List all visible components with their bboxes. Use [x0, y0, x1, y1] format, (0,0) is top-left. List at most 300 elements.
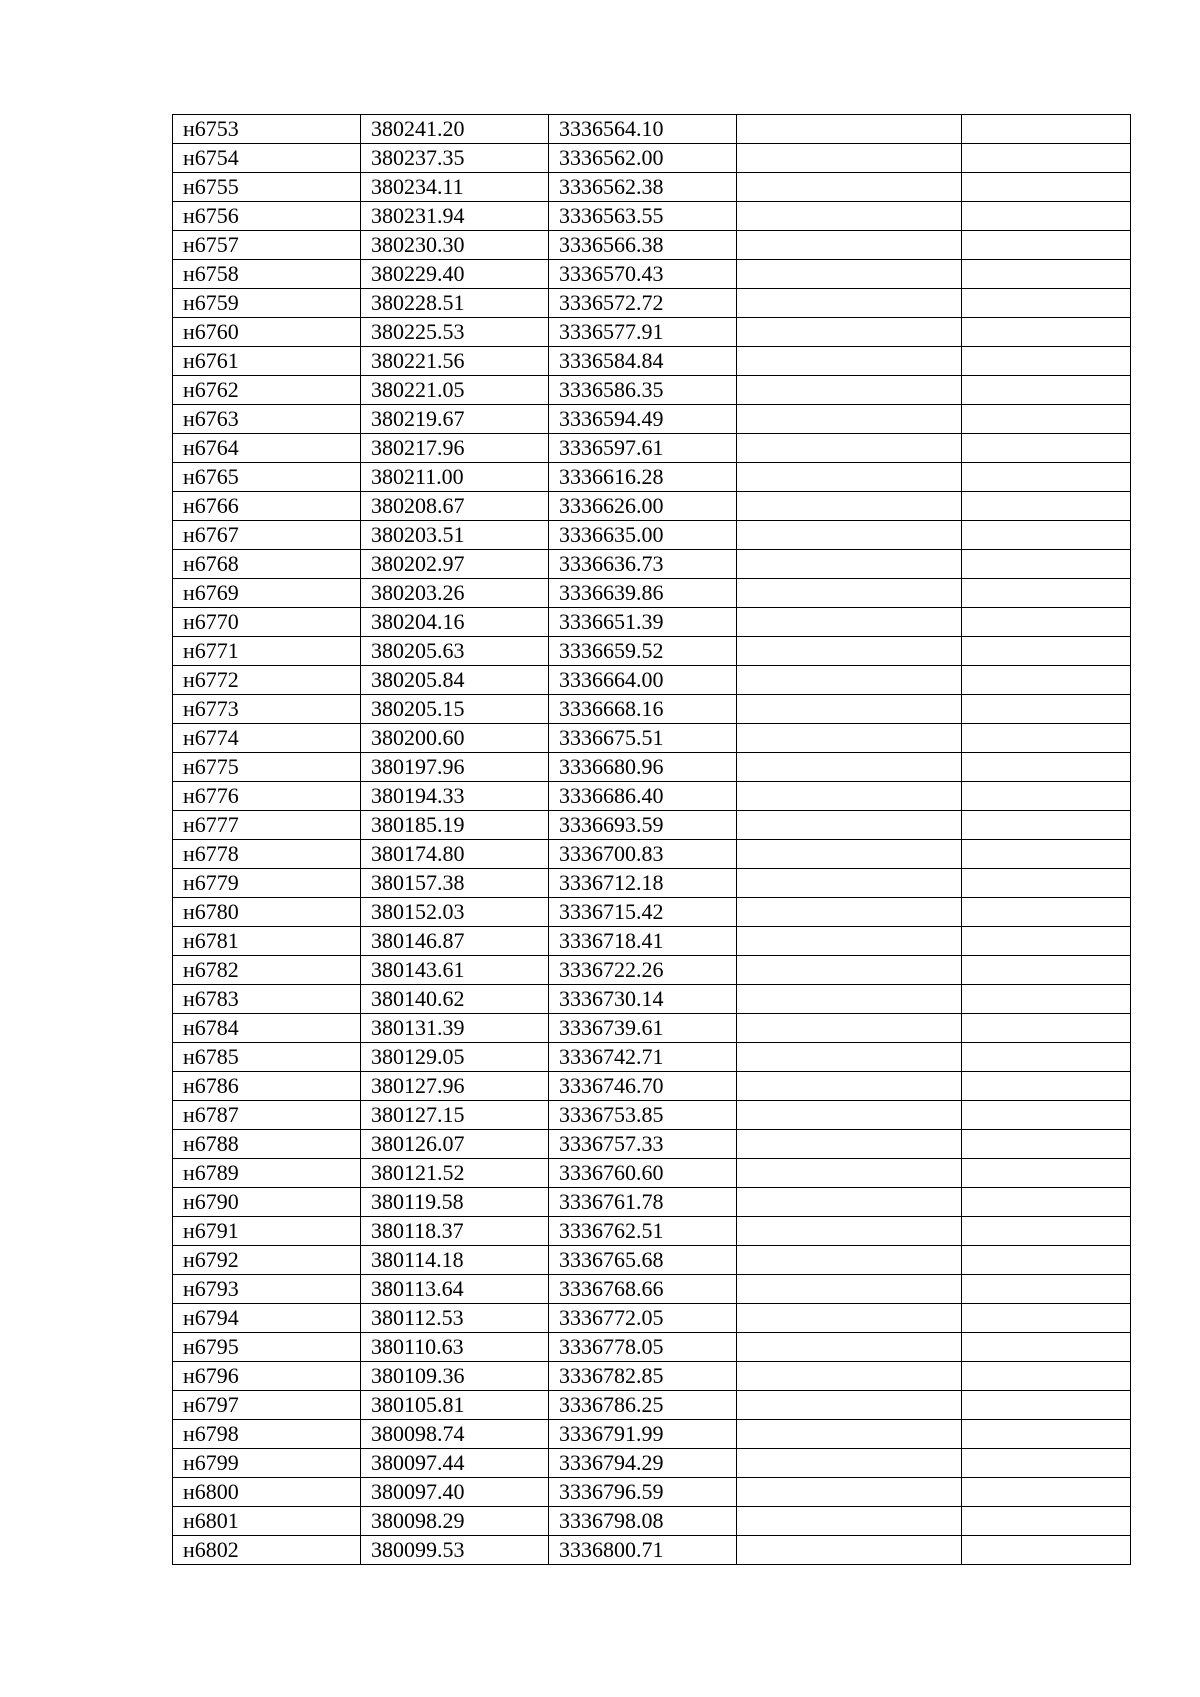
x-coordinate-cell: 380230.30 [361, 231, 549, 260]
empty-cell [737, 1188, 962, 1217]
empty-cell [737, 550, 962, 579]
empty-cell [962, 1362, 1131, 1391]
y-coordinate-cell: 3336796.59 [549, 1478, 737, 1507]
y-coordinate-cell: 3336762.51 [549, 1217, 737, 1246]
y-coordinate-cell: 3336597.61 [549, 434, 737, 463]
empty-cell [962, 1188, 1131, 1217]
y-coordinate-cell: 3336700.83 [549, 840, 737, 869]
empty-cell [962, 1449, 1131, 1478]
point-id-cell: н6791 [173, 1217, 361, 1246]
empty-cell [962, 318, 1131, 347]
x-coordinate-cell: 380097.40 [361, 1478, 549, 1507]
point-id-cell: н6800 [173, 1478, 361, 1507]
y-coordinate-cell: 3336746.70 [549, 1072, 737, 1101]
empty-cell [962, 869, 1131, 898]
empty-cell [962, 608, 1131, 637]
point-id-cell: н6797 [173, 1391, 361, 1420]
x-coordinate-cell: 380105.81 [361, 1391, 549, 1420]
x-coordinate-cell: 380131.39 [361, 1014, 549, 1043]
empty-cell [737, 144, 962, 173]
y-coordinate-cell: 3336636.73 [549, 550, 737, 579]
point-id-cell: н6793 [173, 1275, 361, 1304]
y-coordinate-cell: 3336757.33 [549, 1130, 737, 1159]
point-id-cell: н6763 [173, 405, 361, 434]
point-id-cell: н6760 [173, 318, 361, 347]
empty-cell [737, 405, 962, 434]
table-row [173, 231, 1131, 260]
x-coordinate-cell: 380114.18 [361, 1246, 549, 1275]
y-coordinate-cell: 3336718.41 [549, 927, 737, 956]
x-coordinate-cell: 380126.07 [361, 1130, 549, 1159]
empty-cell [962, 1304, 1131, 1333]
y-coordinate-cell: 3336760.60 [549, 1159, 737, 1188]
y-coordinate-cell: 3336800.71 [549, 1536, 737, 1565]
empty-cell [737, 463, 962, 492]
x-coordinate-cell: 380098.29 [361, 1507, 549, 1536]
y-coordinate-cell: 3336570.43 [549, 260, 737, 289]
x-coordinate-cell: 380097.44 [361, 1449, 549, 1478]
table-row [173, 1014, 1131, 1043]
table-row [173, 1304, 1131, 1333]
empty-cell [737, 347, 962, 376]
x-coordinate-cell: 380231.94 [361, 202, 549, 231]
empty-cell [962, 579, 1131, 608]
empty-cell [962, 898, 1131, 927]
table-row [173, 956, 1131, 985]
y-coordinate-cell: 3336562.38 [549, 173, 737, 202]
y-coordinate-cell: 3336562.00 [549, 144, 737, 173]
y-coordinate-cell: 3336693.59 [549, 811, 737, 840]
empty-cell [962, 1246, 1131, 1275]
y-coordinate-cell: 3336722.26 [549, 956, 737, 985]
y-coordinate-cell: 3336566.38 [549, 231, 737, 260]
x-coordinate-cell: 380174.80 [361, 840, 549, 869]
point-id-cell: н6794 [173, 1304, 361, 1333]
point-id-cell: н6795 [173, 1333, 361, 1362]
empty-cell [737, 608, 962, 637]
table-row [173, 347, 1131, 376]
empty-cell [962, 782, 1131, 811]
empty-cell [962, 985, 1131, 1014]
x-coordinate-cell: 380221.05 [361, 376, 549, 405]
point-id-cell: н6754 [173, 144, 361, 173]
x-coordinate-cell: 380217.96 [361, 434, 549, 463]
empty-cell [737, 1217, 962, 1246]
x-coordinate-cell: 380203.26 [361, 579, 549, 608]
table-row [173, 1362, 1131, 1391]
x-coordinate-cell: 380157.38 [361, 869, 549, 898]
empty-cell [962, 347, 1131, 376]
x-coordinate-cell: 380143.61 [361, 956, 549, 985]
point-id-cell: н6774 [173, 724, 361, 753]
point-id-cell: н6780 [173, 898, 361, 927]
table-row [173, 1188, 1131, 1217]
table-row [173, 579, 1131, 608]
y-coordinate-cell: 3336742.71 [549, 1043, 737, 1072]
table-row [173, 260, 1131, 289]
x-coordinate-cell: 380208.67 [361, 492, 549, 521]
x-coordinate-cell: 380203.51 [361, 521, 549, 550]
empty-cell [962, 405, 1131, 434]
x-coordinate-cell: 380228.51 [361, 289, 549, 318]
y-coordinate-cell: 3336639.86 [549, 579, 737, 608]
table-row [173, 1391, 1131, 1420]
empty-cell [737, 1072, 962, 1101]
empty-cell [962, 521, 1131, 550]
y-coordinate-cell: 3336668.16 [549, 695, 737, 724]
table-row [173, 376, 1131, 405]
y-coordinate-cell: 3336686.40 [549, 782, 737, 811]
x-coordinate-cell: 380127.96 [361, 1072, 549, 1101]
point-id-cell: н6757 [173, 231, 361, 260]
x-coordinate-cell: 380219.67 [361, 405, 549, 434]
y-coordinate-cell: 3336675.51 [549, 724, 737, 753]
table-row [173, 898, 1131, 927]
y-coordinate-cell: 3336778.05 [549, 1333, 737, 1362]
point-id-cell: н6777 [173, 811, 361, 840]
empty-cell [737, 782, 962, 811]
empty-cell [962, 724, 1131, 753]
x-coordinate-cell: 380211.00 [361, 463, 549, 492]
empty-cell [737, 1391, 962, 1420]
x-coordinate-cell: 380241.20 [361, 115, 549, 144]
x-coordinate-cell: 380202.97 [361, 550, 549, 579]
empty-cell [962, 666, 1131, 695]
empty-cell [962, 1072, 1131, 1101]
point-id-cell: н6756 [173, 202, 361, 231]
empty-cell [962, 695, 1131, 724]
point-id-cell: н6776 [173, 782, 361, 811]
table-row [173, 1449, 1131, 1478]
table-row [173, 550, 1131, 579]
point-id-cell: н6768 [173, 550, 361, 579]
empty-cell [737, 927, 962, 956]
table-row [173, 695, 1131, 724]
table-row [173, 608, 1131, 637]
empty-cell [962, 202, 1131, 231]
point-id-cell: н6769 [173, 579, 361, 608]
empty-cell [962, 144, 1131, 173]
y-coordinate-cell: 3336786.25 [549, 1391, 737, 1420]
empty-cell [737, 318, 962, 347]
x-coordinate-cell: 380146.87 [361, 927, 549, 956]
empty-cell [737, 1159, 962, 1188]
y-coordinate-cell: 3336635.00 [549, 521, 737, 550]
point-id-cell: н6779 [173, 869, 361, 898]
empty-cell [737, 1101, 962, 1130]
point-id-cell: н6765 [173, 463, 361, 492]
point-id-cell: н6784 [173, 1014, 361, 1043]
y-coordinate-cell: 3336768.66 [549, 1275, 737, 1304]
table-row [173, 492, 1131, 521]
x-coordinate-cell: 380121.52 [361, 1159, 549, 1188]
point-id-cell: н6775 [173, 753, 361, 782]
empty-cell [962, 1101, 1131, 1130]
table-row [173, 666, 1131, 695]
table-row [173, 405, 1131, 434]
point-id-cell: н6781 [173, 927, 361, 956]
empty-cell [962, 1333, 1131, 1362]
x-coordinate-cell: 380118.37 [361, 1217, 549, 1246]
x-coordinate-cell: 380098.74 [361, 1420, 549, 1449]
empty-cell [737, 1246, 962, 1275]
empty-cell [737, 1449, 962, 1478]
y-coordinate-cell: 3336715.42 [549, 898, 737, 927]
y-coordinate-cell: 3336772.05 [549, 1304, 737, 1333]
empty-cell [737, 695, 962, 724]
x-coordinate-cell: 380127.15 [361, 1101, 549, 1130]
point-id-cell: н6753 [173, 115, 361, 144]
empty-cell [962, 1043, 1131, 1072]
y-coordinate-cell: 3336791.99 [549, 1420, 737, 1449]
x-coordinate-cell: 380152.03 [361, 898, 549, 927]
point-id-cell: н6798 [173, 1420, 361, 1449]
y-coordinate-cell: 3336739.61 [549, 1014, 737, 1043]
table-row [173, 521, 1131, 550]
empty-cell [962, 1420, 1131, 1449]
empty-cell [962, 1507, 1131, 1536]
point-id-cell: н6789 [173, 1159, 361, 1188]
empty-cell [962, 956, 1131, 985]
empty-cell [737, 1304, 962, 1333]
point-id-cell: н6761 [173, 347, 361, 376]
point-id-cell: н6799 [173, 1449, 361, 1478]
empty-cell [962, 434, 1131, 463]
y-coordinate-cell: 3336730.14 [549, 985, 737, 1014]
table-row [173, 1478, 1131, 1507]
table-row [173, 289, 1131, 318]
table-row [173, 840, 1131, 869]
empty-cell [962, 840, 1131, 869]
point-id-cell: н6796 [173, 1362, 361, 1391]
empty-cell [737, 898, 962, 927]
point-id-cell: н6788 [173, 1130, 361, 1159]
empty-cell [737, 434, 962, 463]
point-id-cell: н6771 [173, 637, 361, 666]
empty-cell [737, 869, 962, 898]
empty-cell [737, 579, 962, 608]
y-coordinate-cell: 3336586.35 [549, 376, 737, 405]
table-row [173, 753, 1131, 782]
x-coordinate-cell: 380110.63 [361, 1333, 549, 1362]
x-coordinate-cell: 380221.56 [361, 347, 549, 376]
empty-cell [737, 1014, 962, 1043]
empty-cell [737, 115, 962, 144]
empty-cell [737, 1420, 962, 1449]
x-coordinate-cell: 380185.19 [361, 811, 549, 840]
point-id-cell: н6792 [173, 1246, 361, 1275]
table-row [173, 202, 1131, 231]
empty-cell [737, 724, 962, 753]
empty-cell [737, 173, 962, 202]
point-id-cell: н6786 [173, 1072, 361, 1101]
point-id-cell: н6773 [173, 695, 361, 724]
point-id-cell: н6783 [173, 985, 361, 1014]
empty-cell [737, 637, 962, 666]
y-coordinate-cell: 3336594.49 [549, 405, 737, 434]
empty-cell [962, 492, 1131, 521]
x-coordinate-cell: 380099.53 [361, 1536, 549, 1565]
point-id-cell: н6790 [173, 1188, 361, 1217]
empty-cell [962, 231, 1131, 260]
table-row [173, 318, 1131, 347]
empty-cell [962, 1217, 1131, 1246]
table-row [173, 434, 1131, 463]
table-row [173, 1217, 1131, 1246]
empty-cell [737, 956, 962, 985]
x-coordinate-cell: 380113.64 [361, 1275, 549, 1304]
coordinates-table-body [173, 115, 1131, 1565]
table-row [173, 782, 1131, 811]
table-row [173, 985, 1131, 1014]
x-coordinate-cell: 380140.62 [361, 985, 549, 1014]
empty-cell [962, 289, 1131, 318]
x-coordinate-cell: 380237.35 [361, 144, 549, 173]
y-coordinate-cell: 3336577.91 [549, 318, 737, 347]
empty-cell [737, 289, 962, 318]
x-coordinate-cell: 380204.16 [361, 608, 549, 637]
empty-cell [737, 811, 962, 840]
x-coordinate-cell: 380205.84 [361, 666, 549, 695]
x-coordinate-cell: 380225.53 [361, 318, 549, 347]
empty-cell [737, 666, 962, 695]
point-id-cell: н6772 [173, 666, 361, 695]
empty-cell [962, 550, 1131, 579]
x-coordinate-cell: 380229.40 [361, 260, 549, 289]
empty-cell [962, 376, 1131, 405]
y-coordinate-cell: 3336563.55 [549, 202, 737, 231]
point-id-cell: н6759 [173, 289, 361, 318]
empty-cell [962, 463, 1131, 492]
empty-cell [737, 202, 962, 231]
point-id-cell: н6766 [173, 492, 361, 521]
empty-cell [962, 1478, 1131, 1507]
point-id-cell: н6767 [173, 521, 361, 550]
point-id-cell: н6764 [173, 434, 361, 463]
y-coordinate-cell: 3336782.85 [549, 1362, 737, 1391]
empty-cell [737, 1478, 962, 1507]
empty-cell [737, 1536, 962, 1565]
x-coordinate-cell: 380197.96 [361, 753, 549, 782]
empty-cell [737, 376, 962, 405]
x-coordinate-cell: 380205.15 [361, 695, 549, 724]
empty-cell [962, 260, 1131, 289]
x-coordinate-cell: 380109.36 [361, 1362, 549, 1391]
table-row [173, 927, 1131, 956]
table-row [173, 1072, 1131, 1101]
empty-cell [962, 811, 1131, 840]
empty-cell [962, 927, 1131, 956]
empty-cell [737, 492, 962, 521]
table-row [173, 1130, 1131, 1159]
empty-cell [737, 521, 962, 550]
empty-cell [737, 231, 962, 260]
empty-cell [962, 637, 1131, 666]
table-row [173, 1043, 1131, 1072]
table-row [173, 144, 1131, 173]
point-id-cell: н6770 [173, 608, 361, 637]
table-row [173, 1275, 1131, 1304]
table-row [173, 724, 1131, 753]
table-row [173, 1536, 1131, 1565]
point-id-cell: н6755 [173, 173, 361, 202]
y-coordinate-cell: 3336664.00 [549, 666, 737, 695]
point-id-cell: н6802 [173, 1536, 361, 1565]
table-row [173, 1101, 1131, 1130]
point-id-cell: н6785 [173, 1043, 361, 1072]
y-coordinate-cell: 3336584.84 [549, 347, 737, 376]
y-coordinate-cell: 3336761.78 [549, 1188, 737, 1217]
table-row [173, 1246, 1131, 1275]
y-coordinate-cell: 3336626.00 [549, 492, 737, 521]
x-coordinate-cell: 380234.11 [361, 173, 549, 202]
y-coordinate-cell: 3336798.08 [549, 1507, 737, 1536]
table-row [173, 869, 1131, 898]
y-coordinate-cell: 3336659.52 [549, 637, 737, 666]
empty-cell [737, 1043, 962, 1072]
empty-cell [962, 1275, 1131, 1304]
empty-cell [962, 1536, 1131, 1565]
y-coordinate-cell: 3336572.72 [549, 289, 737, 318]
empty-cell [737, 1507, 962, 1536]
empty-cell [962, 115, 1131, 144]
empty-cell [737, 260, 962, 289]
x-coordinate-cell: 380205.63 [361, 637, 549, 666]
table-row [173, 463, 1131, 492]
empty-cell [737, 840, 962, 869]
table-row [173, 811, 1131, 840]
empty-cell [962, 1014, 1131, 1043]
x-coordinate-cell: 380200.60 [361, 724, 549, 753]
empty-cell [737, 985, 962, 1014]
x-coordinate-cell: 380119.58 [361, 1188, 549, 1217]
point-id-cell: н6778 [173, 840, 361, 869]
empty-cell [737, 1275, 962, 1304]
point-id-cell: н6782 [173, 956, 361, 985]
empty-cell [962, 173, 1131, 202]
empty-cell [737, 1333, 962, 1362]
table-row [173, 1420, 1131, 1449]
coordinates-table [172, 114, 1131, 1565]
empty-cell [737, 1362, 962, 1391]
y-coordinate-cell: 3336712.18 [549, 869, 737, 898]
empty-cell [962, 1391, 1131, 1420]
table-row [173, 115, 1131, 144]
y-coordinate-cell: 3336651.39 [549, 608, 737, 637]
empty-cell [962, 753, 1131, 782]
empty-cell [962, 1159, 1131, 1188]
y-coordinate-cell: 3336616.28 [549, 463, 737, 492]
y-coordinate-cell: 3336765.68 [549, 1246, 737, 1275]
y-coordinate-cell: 3336753.85 [549, 1101, 737, 1130]
table-row [173, 1507, 1131, 1536]
empty-cell [962, 1130, 1131, 1159]
table-row [173, 1159, 1131, 1188]
x-coordinate-cell: 380129.05 [361, 1043, 549, 1072]
y-coordinate-cell: 3336794.29 [549, 1449, 737, 1478]
empty-cell [737, 753, 962, 782]
x-coordinate-cell: 380194.33 [361, 782, 549, 811]
point-id-cell: н6758 [173, 260, 361, 289]
x-coordinate-cell: 380112.53 [361, 1304, 549, 1333]
point-id-cell: н6787 [173, 1101, 361, 1130]
empty-cell [737, 1130, 962, 1159]
table-row [173, 637, 1131, 666]
point-id-cell: н6801 [173, 1507, 361, 1536]
y-coordinate-cell: 3336680.96 [549, 753, 737, 782]
y-coordinate-cell: 3336564.10 [549, 115, 737, 144]
table-row [173, 1333, 1131, 1362]
